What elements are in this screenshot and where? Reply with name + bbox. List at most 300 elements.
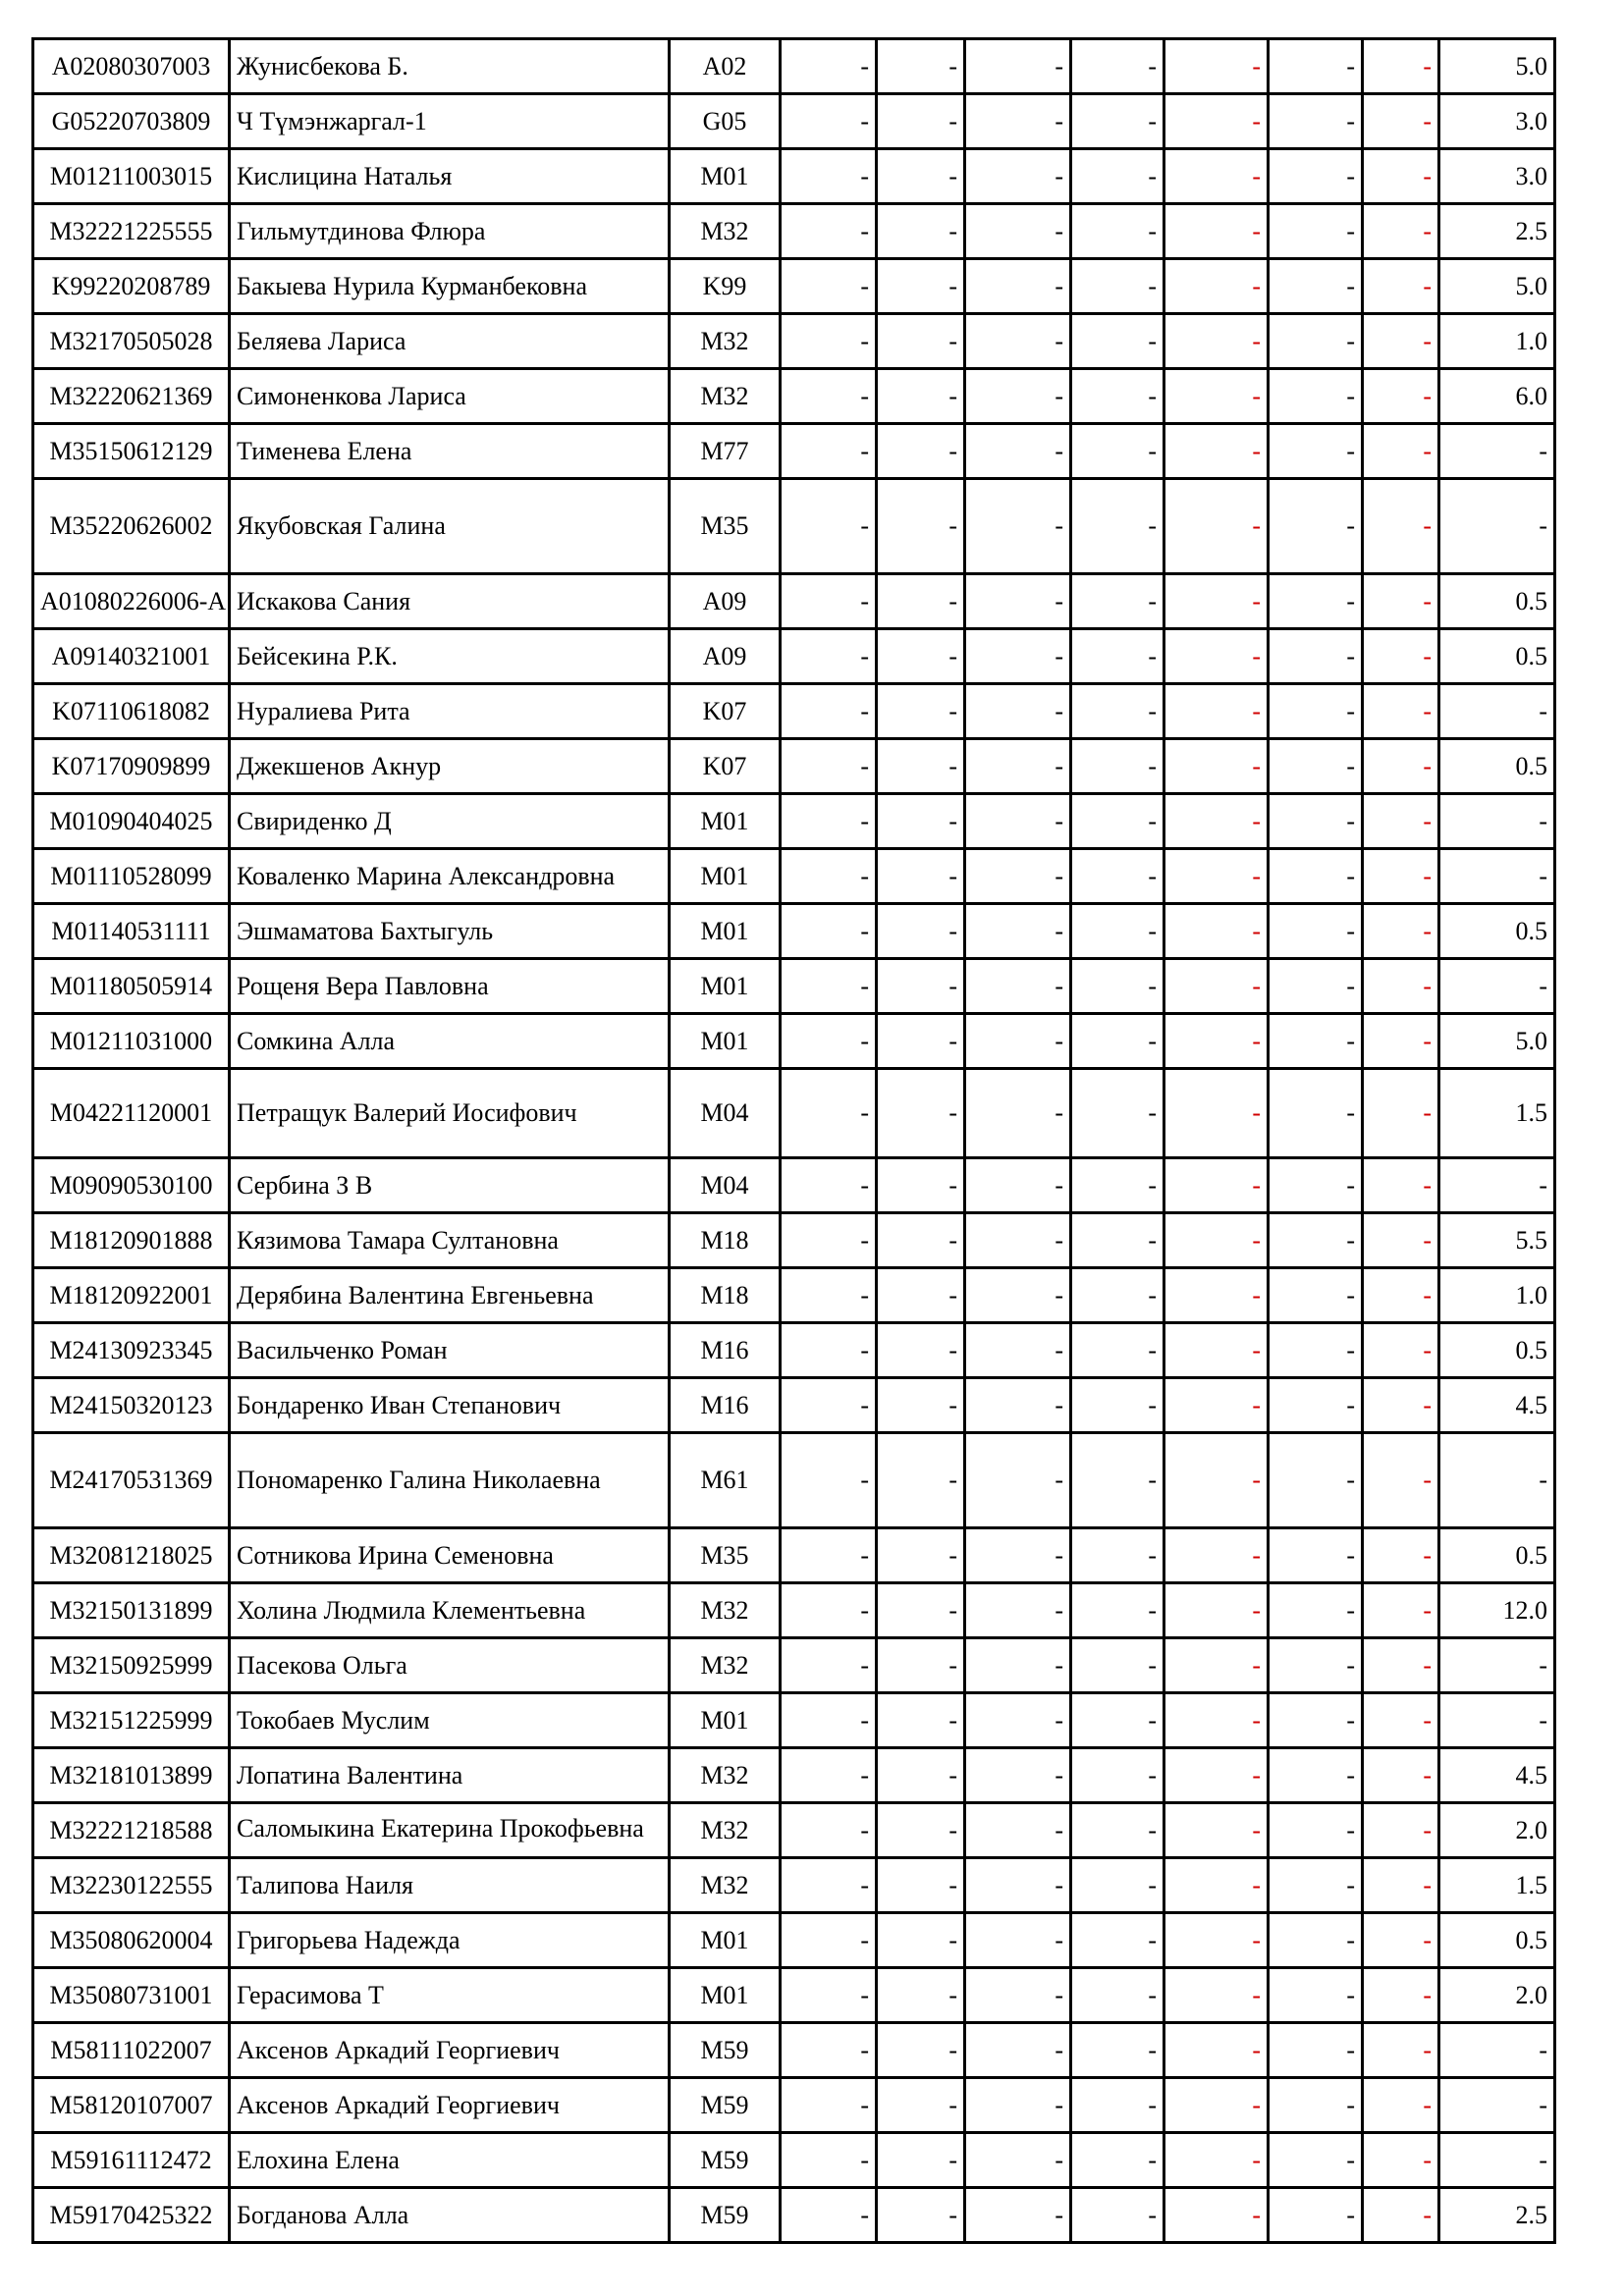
empty-value-cell: - [1071, 1213, 1164, 1268]
total-value-cell: - [1439, 959, 1555, 1014]
table-row [33, 959, 1555, 1014]
empty-value-red-cell: - [1363, 2078, 1439, 2133]
empty-value-red-cell: - [1363, 1069, 1439, 1158]
empty-value-cell: - [1269, 1433, 1363, 1528]
empty-value-cell: - [781, 1583, 877, 1638]
empty-value-red-cell: - [1363, 904, 1439, 959]
empty-value-red-cell: - [1363, 2188, 1439, 2243]
total-value-cell: 3.0 [1439, 149, 1555, 204]
record-id-cell: M59161112472 [33, 2133, 230, 2188]
empty-value-red-cell: - [1164, 1213, 1269, 1268]
empty-value-cell: - [781, 259, 877, 314]
empty-value-cell: - [1269, 479, 1363, 574]
group-code-cell: M32 [670, 1638, 781, 1693]
empty-value-cell: - [877, 1014, 965, 1069]
empty-value-cell: - [781, 1069, 877, 1158]
empty-value-red-cell: - [1363, 1803, 1439, 1858]
total-value-cell: - [1439, 1638, 1555, 1693]
group-code-cell: M32 [670, 1748, 781, 1803]
table-row [33, 369, 1555, 424]
empty-value-cell: - [1269, 1528, 1363, 1583]
empty-value-red-cell: - [1363, 739, 1439, 794]
group-code-cell: M01 [670, 959, 781, 1014]
person-name-cell: Ч Түмэнжаргал-1 [230, 94, 670, 149]
empty-value-red-cell: - [1164, 1014, 1269, 1069]
record-id-cell: M24170531369 [33, 1433, 230, 1528]
group-code-cell: M01 [670, 849, 781, 904]
empty-value-red-cell: - [1164, 2188, 1269, 2243]
table-row [33, 424, 1555, 479]
group-code-cell: M04 [670, 1069, 781, 1158]
empty-value-red-cell: - [1363, 2023, 1439, 2078]
total-value-cell: 0.5 [1439, 739, 1555, 794]
empty-value-cell: - [781, 2023, 877, 2078]
total-value-cell: 4.5 [1439, 1748, 1555, 1803]
record-id-cell: M01211003015 [33, 149, 230, 204]
person-name-cell: Токобаев Муслим [230, 1693, 670, 1748]
record-id-cell: M32230122555 [33, 1858, 230, 1913]
empty-value-red-cell: - [1363, 1528, 1439, 1583]
empty-value-cell: - [965, 1378, 1071, 1433]
empty-value-cell: - [1269, 1803, 1363, 1858]
empty-value-cell: - [877, 1378, 965, 1433]
total-value-cell: 5.0 [1439, 39, 1555, 94]
total-value-cell: 2.0 [1439, 1968, 1555, 2023]
record-id-cell: M35080620004 [33, 1913, 230, 1968]
empty-value-red-cell: - [1164, 479, 1269, 574]
empty-value-cell: - [781, 904, 877, 959]
record-id-cell: M24130923345 [33, 1323, 230, 1378]
group-code-cell: A09 [670, 574, 781, 629]
empty-value-cell: - [1071, 1803, 1164, 1858]
empty-value-red-cell: - [1363, 2133, 1439, 2188]
record-id-cell: M35220626002 [33, 479, 230, 574]
group-code-cell: M59 [670, 2133, 781, 2188]
empty-value-cell: - [877, 39, 965, 94]
table-row [33, 1638, 1555, 1693]
empty-value-cell: - [965, 1638, 1071, 1693]
group-code-cell: A09 [670, 629, 781, 684]
group-code-cell: G05 [670, 94, 781, 149]
record-id-cell: M32221218588 [33, 1803, 230, 1858]
empty-value-cell: - [965, 1433, 1071, 1528]
empty-value-cell: - [781, 204, 877, 259]
empty-value-cell: - [965, 1268, 1071, 1323]
table-row [33, 2023, 1555, 2078]
person-name-cell: Беляева Лариса [230, 314, 670, 369]
record-id-cell: M32081218025 [33, 1528, 230, 1583]
empty-value-cell: - [877, 369, 965, 424]
empty-value-cell: - [781, 684, 877, 739]
empty-value-cell: - [965, 684, 1071, 739]
empty-value-red-cell: - [1164, 684, 1269, 739]
person-name-cell: Пономаренко Галина Николаевна [230, 1433, 670, 1528]
empty-value-cell: - [1071, 369, 1164, 424]
empty-value-cell: - [781, 1528, 877, 1583]
person-name-cell: Бакыева Нурила Курманбековна [230, 259, 670, 314]
empty-value-cell: - [965, 959, 1071, 1014]
group-code-cell: M01 [670, 1693, 781, 1748]
record-id-cell: A01080226006-A [33, 574, 230, 629]
empty-value-red-cell: - [1363, 574, 1439, 629]
table-row [33, 39, 1555, 94]
empty-value-cell: - [965, 424, 1071, 479]
empty-value-cell: - [965, 1583, 1071, 1638]
empty-value-red-cell: - [1363, 1858, 1439, 1913]
empty-value-cell: - [1071, 1323, 1164, 1378]
table-row [33, 684, 1555, 739]
empty-value-cell: - [965, 739, 1071, 794]
total-value-cell: 4.5 [1439, 1378, 1555, 1433]
person-name-cell: Пасекова Ольга [230, 1638, 670, 1693]
empty-value-red-cell: - [1164, 904, 1269, 959]
empty-value-cell: - [1269, 1968, 1363, 2023]
total-value-cell: 1.0 [1439, 314, 1555, 369]
record-id-cell: M32170505028 [33, 314, 230, 369]
record-id-cell: M09090530100 [33, 1158, 230, 1213]
empty-value-cell: - [965, 2023, 1071, 2078]
empty-value-red-cell: - [1164, 94, 1269, 149]
table-row [33, 149, 1555, 204]
total-value-cell: - [1439, 2133, 1555, 2188]
person-name-cell: Сербина З В [230, 1158, 670, 1213]
empty-value-cell: - [781, 2078, 877, 2133]
empty-value-cell: - [781, 1693, 877, 1748]
empty-value-cell: - [781, 149, 877, 204]
group-code-cell: M32 [670, 1803, 781, 1858]
group-code-cell: M59 [670, 2023, 781, 2078]
empty-value-cell: - [965, 574, 1071, 629]
empty-value-cell: - [877, 1583, 965, 1638]
empty-value-red-cell: - [1363, 1693, 1439, 1748]
empty-value-cell: - [781, 1323, 877, 1378]
record-id-cell: M32181013899 [33, 1748, 230, 1803]
record-id-cell: M35150612129 [33, 424, 230, 479]
group-code-cell: M04 [670, 1158, 781, 1213]
empty-value-cell: - [1269, 149, 1363, 204]
empty-value-cell: - [1269, 2133, 1363, 2188]
empty-value-cell: - [877, 1323, 965, 1378]
empty-value-cell: - [965, 314, 1071, 369]
empty-value-red-cell: - [1363, 794, 1439, 849]
empty-value-cell: - [877, 904, 965, 959]
empty-value-cell: - [1071, 1968, 1164, 2023]
group-code-cell: M32 [670, 314, 781, 369]
empty-value-cell: - [965, 1748, 1071, 1803]
empty-value-cell: - [877, 684, 965, 739]
empty-value-red-cell: - [1164, 1268, 1269, 1323]
record-id-cell: M32221225555 [33, 204, 230, 259]
empty-value-cell: - [1269, 94, 1363, 149]
group-code-cell: M16 [670, 1323, 781, 1378]
empty-value-cell: - [1269, 849, 1363, 904]
record-id-cell: M24150320123 [33, 1378, 230, 1433]
group-code-cell: M35 [670, 1528, 781, 1583]
empty-value-cell: - [1269, 424, 1363, 479]
empty-value-cell: - [877, 2023, 965, 2078]
empty-value-red-cell: - [1164, 629, 1269, 684]
empty-value-red-cell: - [1164, 259, 1269, 314]
empty-value-cell: - [877, 259, 965, 314]
empty-value-cell: - [877, 1748, 965, 1803]
person-name-cell: Искакова Сания [230, 574, 670, 629]
empty-value-cell: - [1269, 904, 1363, 959]
group-code-cell: M16 [670, 1378, 781, 1433]
empty-value-cell: - [1071, 1638, 1164, 1693]
person-name-cell: Коваленко Марина Александровна [230, 849, 670, 904]
person-name-cell: Симоненкова Лариса [230, 369, 670, 424]
empty-value-cell: - [877, 94, 965, 149]
empty-value-cell: - [1071, 1693, 1164, 1748]
total-value-cell: 5.5 [1439, 1213, 1555, 1268]
empty-value-cell: - [877, 2188, 965, 2243]
empty-value-cell: - [781, 794, 877, 849]
empty-value-cell: - [877, 479, 965, 574]
empty-value-cell: - [1269, 1858, 1363, 1913]
person-name-cell: Аксенов Аркадий Георгиевич [230, 2078, 670, 2133]
person-name-cell: Герасимова Т [230, 1968, 670, 2023]
empty-value-cell: - [965, 204, 1071, 259]
empty-value-red-cell: - [1363, 314, 1439, 369]
empty-value-cell: - [877, 1069, 965, 1158]
group-code-cell: M18 [670, 1268, 781, 1323]
empty-value-red-cell: - [1363, 369, 1439, 424]
empty-value-cell: - [965, 1913, 1071, 1968]
person-name-cell: Петращук Валерий Иосифович [230, 1069, 670, 1158]
person-name-cell: Дерябина Валентина Евгеньевна [230, 1268, 670, 1323]
person-name-cell: Жунисбекова Б. [230, 39, 670, 94]
empty-value-cell: - [877, 1693, 965, 1748]
empty-value-cell: - [1269, 684, 1363, 739]
empty-value-cell: - [1269, 204, 1363, 259]
empty-value-cell: - [1071, 2188, 1164, 2243]
empty-value-cell: - [781, 1433, 877, 1528]
empty-value-red-cell: - [1164, 1433, 1269, 1528]
empty-value-cell: - [781, 1268, 877, 1323]
empty-value-cell: - [965, 149, 1071, 204]
empty-value-cell: - [781, 959, 877, 1014]
person-name-cell: Нуралиева Рита [230, 684, 670, 739]
person-name-cell: Тименева Елена [230, 424, 670, 479]
empty-value-cell: - [1071, 1433, 1164, 1528]
empty-value-cell: - [1071, 1268, 1164, 1323]
empty-value-cell: - [1071, 1069, 1164, 1158]
empty-value-red-cell: - [1164, 1378, 1269, 1433]
table-row [33, 1748, 1555, 1803]
empty-value-cell: - [965, 629, 1071, 684]
empty-value-cell: - [1071, 479, 1164, 574]
empty-value-cell: - [877, 794, 965, 849]
empty-value-cell: - [965, 794, 1071, 849]
table-row [33, 1323, 1555, 1378]
empty-value-red-cell: - [1164, 1323, 1269, 1378]
empty-value-red-cell: - [1164, 1803, 1269, 1858]
empty-value-cell: - [781, 479, 877, 574]
total-value-cell: - [1439, 1158, 1555, 1213]
empty-value-cell: - [965, 479, 1071, 574]
total-value-cell: 0.5 [1439, 904, 1555, 959]
empty-value-cell: - [1071, 849, 1164, 904]
empty-value-cell: - [877, 1968, 965, 2023]
table-row [33, 1014, 1555, 1069]
table-row [33, 1583, 1555, 1638]
empty-value-cell: - [1071, 1858, 1164, 1913]
empty-value-cell: - [877, 1268, 965, 1323]
empty-value-cell: - [877, 1158, 965, 1213]
empty-value-red-cell: - [1363, 1913, 1439, 1968]
empty-value-cell: - [1071, 149, 1164, 204]
empty-value-cell: - [1071, 39, 1164, 94]
empty-value-cell: - [877, 1213, 965, 1268]
empty-value-cell: - [1071, 2023, 1164, 2078]
table-row [33, 2078, 1555, 2133]
empty-value-cell: - [1269, 1693, 1363, 1748]
table-row [33, 1069, 1555, 1158]
total-value-cell: 5.0 [1439, 1014, 1555, 1069]
total-value-cell: - [1439, 684, 1555, 739]
table-row [33, 1158, 1555, 1213]
empty-value-cell: - [1071, 424, 1164, 479]
empty-value-red-cell: - [1363, 1323, 1439, 1378]
group-code-cell: M01 [670, 149, 781, 204]
person-name-cell: Аксенов Аркадий Георгиевич [230, 2023, 670, 2078]
empty-value-cell: - [1071, 959, 1164, 1014]
empty-value-cell: - [965, 259, 1071, 314]
empty-value-cell: - [1071, 259, 1164, 314]
empty-value-red-cell: - [1164, 2023, 1269, 2078]
empty-value-cell: - [1071, 1014, 1164, 1069]
empty-value-cell: - [965, 2133, 1071, 2188]
empty-value-cell: - [1269, 39, 1363, 94]
total-value-cell: 3.0 [1439, 94, 1555, 149]
empty-value-cell: - [1071, 314, 1164, 369]
empty-value-cell: - [1269, 739, 1363, 794]
table-row [33, 849, 1555, 904]
empty-value-red-cell: - [1164, 369, 1269, 424]
table-row [33, 204, 1555, 259]
empty-value-cell: - [1269, 629, 1363, 684]
group-code-cell: M01 [670, 1968, 781, 2023]
empty-value-cell: - [1071, 204, 1164, 259]
empty-value-red-cell: - [1363, 1213, 1439, 1268]
group-code-cell: M32 [670, 1583, 781, 1638]
empty-value-cell: - [1269, 1638, 1363, 1693]
empty-value-cell: - [781, 1158, 877, 1213]
empty-value-cell: - [965, 1803, 1071, 1858]
person-name-cell: Джекшенов Акнур [230, 739, 670, 794]
person-name-cell: Бейсекина Р.К. [230, 629, 670, 684]
table-row [33, 314, 1555, 369]
empty-value-cell: - [965, 904, 1071, 959]
person-name-cell: Сомкина Алла [230, 1014, 670, 1069]
empty-value-red-cell: - [1363, 1433, 1439, 1528]
empty-value-red-cell: - [1164, 1158, 1269, 1213]
empty-value-red-cell: - [1363, 39, 1439, 94]
group-code-cell: K99 [670, 259, 781, 314]
empty-value-cell: - [965, 1528, 1071, 1583]
total-value-cell: 0.5 [1439, 629, 1555, 684]
person-name-cell: Григорьева Надежда [230, 1913, 670, 1968]
empty-value-red-cell: - [1164, 1638, 1269, 1693]
group-code-cell: A02 [670, 39, 781, 94]
empty-value-cell: - [1269, 959, 1363, 1014]
group-code-cell: M01 [670, 794, 781, 849]
group-code-cell: M01 [670, 1913, 781, 1968]
record-id-cell: M01110528099 [33, 849, 230, 904]
empty-value-cell: - [781, 314, 877, 369]
record-id-cell: K07110618082 [33, 684, 230, 739]
record-id-cell: M18120901888 [33, 1213, 230, 1268]
records-table [31, 37, 1556, 2244]
empty-value-cell: - [965, 1158, 1071, 1213]
empty-value-cell: - [1071, 1158, 1164, 1213]
empty-value-cell: - [877, 629, 965, 684]
empty-value-cell: - [781, 369, 877, 424]
empty-value-cell: - [877, 149, 965, 204]
record-id-cell: M32150925999 [33, 1638, 230, 1693]
total-value-cell: 1.0 [1439, 1268, 1555, 1323]
empty-value-cell: - [1071, 1748, 1164, 1803]
empty-value-cell: - [877, 1803, 965, 1858]
table-row [33, 794, 1555, 849]
person-name-cell: Лопатина Валентина [230, 1748, 670, 1803]
empty-value-red-cell: - [1164, 204, 1269, 259]
empty-value-cell: - [877, 2133, 965, 2188]
record-id-cell: K99220208789 [33, 259, 230, 314]
empty-value-cell: - [781, 1213, 877, 1268]
table-row [33, 1803, 1555, 1858]
total-value-cell: 0.5 [1439, 1528, 1555, 1583]
table-row [33, 1968, 1555, 2023]
record-id-cell: M32220621369 [33, 369, 230, 424]
empty-value-cell: - [1269, 314, 1363, 369]
empty-value-cell: - [1071, 94, 1164, 149]
person-name-cell: Бондаренко Иван Степанович [230, 1378, 670, 1433]
empty-value-cell: - [1071, 574, 1164, 629]
empty-value-red-cell: - [1164, 849, 1269, 904]
empty-value-cell: - [1071, 1378, 1164, 1433]
empty-value-cell: - [877, 1913, 965, 1968]
table-body [33, 39, 1555, 2243]
empty-value-red-cell: - [1164, 1583, 1269, 1638]
total-value-cell: - [1439, 479, 1555, 574]
record-id-cell: A09140321001 [33, 629, 230, 684]
empty-value-cell: - [877, 739, 965, 794]
empty-value-cell: - [781, 574, 877, 629]
record-id-cell: M04221120001 [33, 1069, 230, 1158]
empty-value-cell: - [1071, 904, 1164, 959]
empty-value-cell: - [877, 1433, 965, 1528]
group-code-cell: M61 [670, 1433, 781, 1528]
record-id-cell: M58120107007 [33, 2078, 230, 2133]
empty-value-red-cell: - [1164, 149, 1269, 204]
person-name-cell: Елохина Елена [230, 2133, 670, 2188]
group-code-cell: M01 [670, 904, 781, 959]
empty-value-cell: - [1071, 1528, 1164, 1583]
empty-value-red-cell: - [1363, 1014, 1439, 1069]
empty-value-red-cell: - [1164, 959, 1269, 1014]
total-value-cell: - [1439, 1433, 1555, 1528]
empty-value-cell: - [1071, 684, 1164, 739]
group-code-cell: K07 [670, 739, 781, 794]
person-name-cell: Кислицина Наталья [230, 149, 670, 204]
total-value-cell: 5.0 [1439, 259, 1555, 314]
group-code-cell: M18 [670, 1213, 781, 1268]
table-row [33, 2188, 1555, 2243]
empty-value-red-cell: - [1164, 424, 1269, 479]
empty-value-red-cell: - [1164, 2078, 1269, 2133]
empty-value-red-cell: - [1164, 1858, 1269, 1913]
